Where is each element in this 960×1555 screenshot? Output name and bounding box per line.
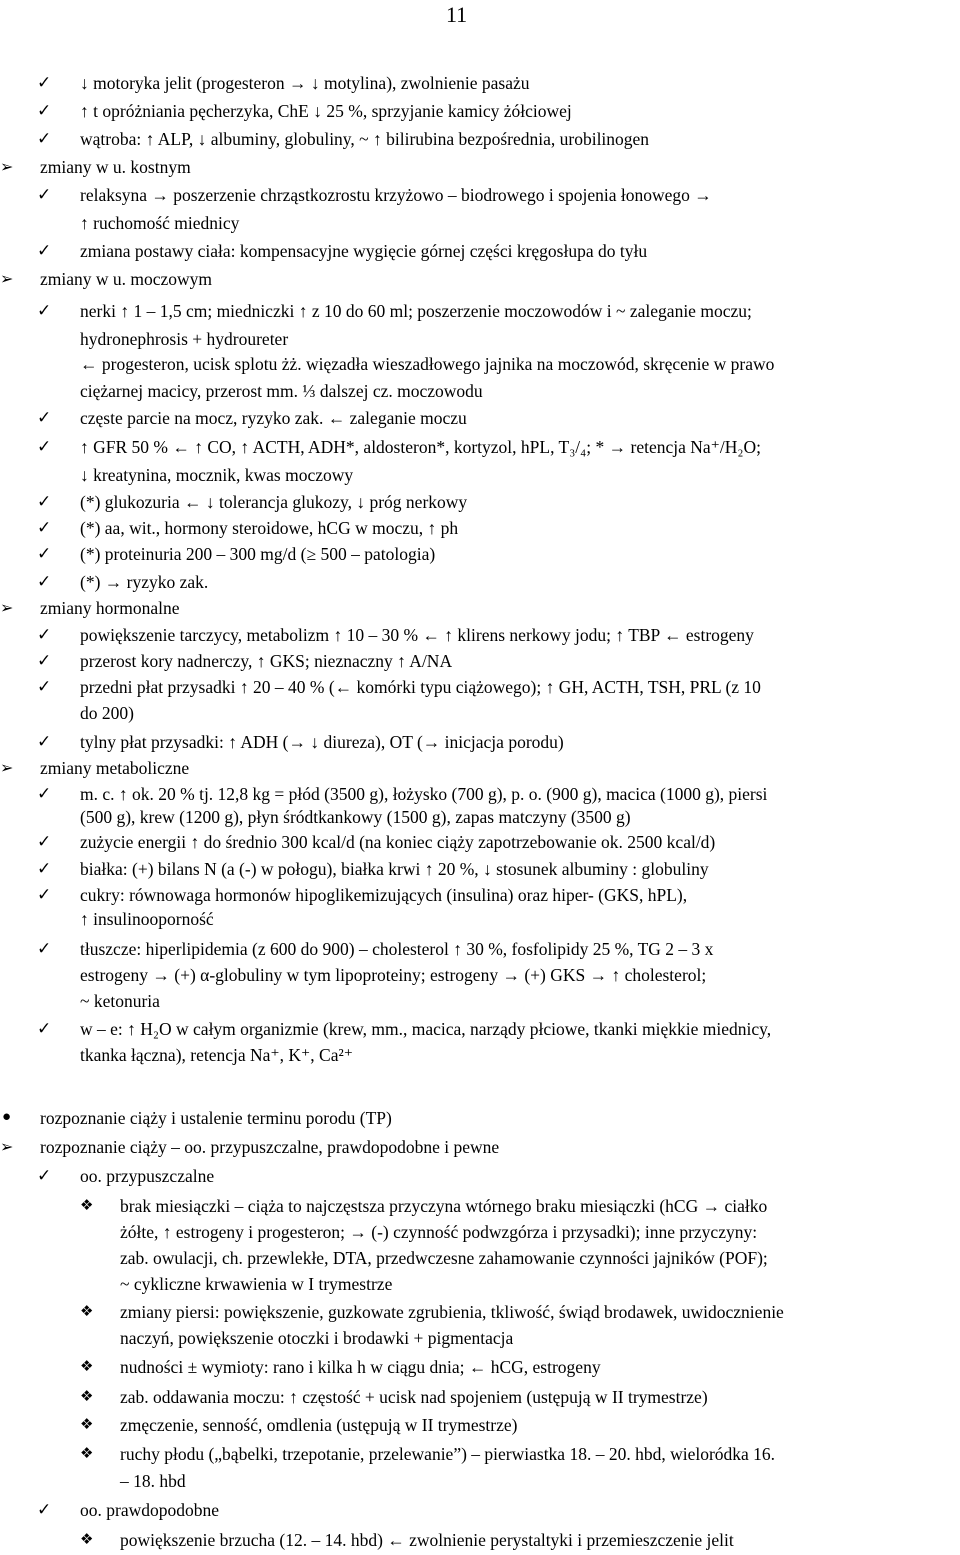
checkmark-bullet-icon: ✓ [37, 885, 52, 905]
checkmark-bullet-icon: ✓ [37, 544, 52, 564]
line-text: ↑ t opróżniania pęcherzyka, ChE ↓ 25 %, sprzyjanie kamicy żółciowej [80, 101, 572, 121]
diamond-bullet-icon: ❖ [80, 1444, 91, 1462]
line-text: relaksyna → poszerzenie chrząstkozrostu krzyżowo – biodrowego i spojenia łonowego → [80, 185, 712, 205]
line-text: zmiany hormonalne [40, 598, 180, 618]
diamond-bullet-icon: ❖ [80, 1302, 91, 1320]
line-text: ciężarnej macicy, przerost mm. ⅓ dalszej cz. moczowodu [80, 381, 483, 401]
line-text: – 18. hbd [120, 1471, 186, 1491]
checkmark-bullet-icon: ✓ [37, 1166, 52, 1186]
checkmark-bullet-icon: ✓ [37, 185, 52, 205]
checkmark-bullet-icon: ✓ [37, 625, 52, 645]
checkmark-bullet-icon: ✓ [37, 732, 52, 752]
checkmark-bullet-icon: ✓ [37, 492, 52, 512]
page-number: 11 [446, 2, 468, 27]
line-text: białka: (+) bilans N (a (-) w połogu), białka krwi ↑ 20 %, ↓ stosunek albuminy : globuliny [80, 859, 709, 879]
line-text: hydronephrosis + hydroureter [80, 329, 289, 349]
line-text: ↑ ruchomość miednicy [80, 213, 240, 233]
checkmark-bullet-icon: ✓ [37, 73, 52, 93]
arrowhead-bullet-icon: ➢ [0, 269, 14, 288]
line-text: zmiany metaboliczne [40, 758, 190, 778]
diamond-bullet-icon: ❖ [80, 1196, 91, 1214]
line-text: oo. przypuszczalne [80, 1166, 215, 1186]
checkmark-bullet-icon: ✓ [37, 1500, 52, 1520]
line-text: żółte, ↑ estrogeny i progesteron; → (-) czynność podwzgórza i przysadki); inne przyczyny: [120, 1222, 758, 1242]
line-text: w – e: ↑ H₂O w całym organizmie (krew, mm., macica, narządy płciowe, tkanki miękkie miednicy, [80, 1019, 772, 1039]
line-text: rozpoznanie ciąży i ustalenie terminu porodu (TP) [40, 1108, 392, 1128]
diamond-bullet-icon: ❖ [80, 1415, 91, 1433]
diamond-bullet-icon: ❖ [80, 1530, 91, 1548]
line-text: powiększenie brzucha (12. – 14. hbd) ← zwolnienie perystaltyki i przemieszczenie jelit [120, 1530, 734, 1550]
line-text: ~ cykliczne krwawienia w I trymestrze [120, 1274, 393, 1294]
line-text: rozpoznanie ciąży – oo. przypuszczalne, prawdopodobne i pewne [40, 1137, 500, 1157]
line-text: wątroba: ↑ ALP, ↓ albuminy, globuliny, ~ ↑ bilirubina bezpośrednia, urobilinogen [80, 129, 650, 149]
line-text: oo. prawdopodobne [80, 1500, 220, 1520]
line-text: tkanka łączna), retencja Na⁺, K⁺, Ca²⁺ [80, 1045, 353, 1065]
arrowhead-bullet-icon: ➢ [0, 758, 14, 777]
line-text: ↑ insulinooporność [80, 909, 214, 929]
line-text: zmiana postawy ciała: kompensacyjne wygięcie górnej części kręgosłupa do tyłu [80, 241, 648, 261]
line-text: do 200) [80, 703, 134, 723]
arrowhead-bullet-icon: ➢ [0, 598, 14, 617]
checkmark-bullet-icon: ✓ [37, 241, 52, 261]
line-text: zab. oddawania moczu: ↑ częstość + ucisk nad spojeniem (ustępują w II trymestrze) [120, 1387, 708, 1407]
line-text: (*) → ryzyko zak. [80, 572, 209, 592]
line-text: nudności ± wymioty: rano i kilka h w ciągu dnia; ← hCG, estrogeny [120, 1357, 601, 1377]
line-text: cukry: równowaga hormonów hipoglikemizujących (insulina) oraz hiper- (GKS, hPL), [80, 885, 688, 905]
checkmark-bullet-icon: ✓ [37, 1019, 52, 1039]
arrowhead-bullet-icon: ➢ [0, 157, 14, 176]
line-text: ruchy płodu („bąbelki, trzepotanie, przelewanie”) – pierwiastka 18. – 20. hbd, wieloródka 16. [120, 1444, 776, 1464]
line-text: przerost kory nadnerczy, ↑ GKS; nieznaczny ↑ A/NA [80, 651, 453, 671]
line-text: (*) aa, wit., hormony steroidowe, hCG w moczu, ↑ ph [80, 518, 459, 538]
checkmark-bullet-icon: ✓ [37, 651, 52, 671]
line-text: zmiany piersi: powiększenie, guzkowate zgrubienia, tkliwość, świąd brodawek, uwidocznienie [120, 1302, 784, 1322]
line-text: zmęczenie, senność, omdlenia (ustępują w II trymestrze) [120, 1415, 518, 1435]
diamond-bullet-icon: ❖ [80, 1357, 91, 1375]
line-text: zmiany w u. kostnym [40, 157, 191, 177]
dot-bullet-icon: ● [2, 1109, 12, 1125]
checkmark-bullet-icon: ✓ [37, 129, 52, 149]
line-text: brak miesiączki – ciąża to najczęstsza przyczyna wtórnego braku miesiączki (hCG → ciałko [120, 1196, 768, 1216]
checkmark-bullet-icon: ✓ [37, 518, 52, 538]
checkmark-bullet-icon: ✓ [37, 677, 52, 697]
checkmark-bullet-icon: ✓ [37, 939, 52, 959]
line-text: estrogeny → (+) α-globuliny w tym lipoproteiny; estrogeny → (+) GKS → ↑ cholesterol; [80, 965, 707, 985]
line-text: naczyń, powiększenie otoczki i brodawki + pigmentacja [120, 1328, 514, 1348]
line-text: m. c. ↑ ok. 20 % tj. 12,8 kg = płód (3500 g), łożysko (700 g), p. o. (900 g), macica (1000 g), piersi [80, 784, 768, 804]
line-text: zmiany w u. moczowym [40, 269, 213, 289]
line-text: częste parcie na mocz, ryzyko zak. ← zaleganie moczu [80, 408, 467, 428]
line-text: (500 g), krew (1200 g), płyn śródtkankowy (1500 g), zapas matczyny (3500 g) [80, 807, 631, 827]
checkmark-bullet-icon: ✓ [37, 832, 52, 852]
line-text: ↑ GFR 50 % ← ↑ CO, ↑ ACTH, ADH*, aldosteron*, kortyzol, hPL, T₃/₄; * → retencja Na⁺/H₂O; [80, 437, 761, 457]
line-text: powiększenie tarczycy, metabolizm ↑ 10 – 30 % ← ↑ klirens nerkowy jodu; ↑ TBP ← estrogeny [80, 625, 754, 645]
line-text: zużycie energii ↑ do średnio 300 kcal/d (na koniec ciąży zapotrzebowanie ok. 2500 kcal/d) [80, 832, 716, 852]
line-text: tłuszcze: hiperlipidemia (z 600 do 900) – cholesterol ↑ 30 %, fosfolipidy 25 %, TG 2 – 3 x [80, 939, 714, 959]
checkmark-bullet-icon: ✓ [37, 859, 52, 879]
line-text: tylny płat przysadki: ↑ ADH (→ ↓ diureza), OT (→ inicjacja porodu) [80, 732, 564, 752]
line-text: ← progesteron, ucisk splotu żż. więzadła wieszadłowego jajnika na moczowód, skręcenie w prawo [80, 354, 775, 374]
checkmark-bullet-icon: ✓ [37, 784, 52, 804]
line-text: ~ ketonuria [80, 991, 160, 1011]
arrowhead-bullet-icon: ➢ [0, 1137, 14, 1156]
line-text: przedni płat przysadki ↑ 20 – 40 % (← komórki typu ciążowego); ↑ GH, ACTH, TSH, PRL (z 10 [80, 677, 761, 697]
diamond-bullet-icon: ❖ [80, 1387, 91, 1405]
line-text: (*) proteinuria 200 – 300 mg/d (≥ 500 – patologia) [80, 544, 436, 564]
checkmark-bullet-icon: ✓ [37, 437, 52, 457]
line-text: (*) glukozuria ← ↓ tolerancja glukozy, ↓ próg nerkowy [80, 492, 468, 512]
line-text: ↓ kreatynina, mocznik, kwas moczowy [80, 465, 354, 485]
line-text: zab. owulacji, ch. przewlekłe, DTA, przedwczesne zahamowanie czynności jajników (POF); [120, 1248, 768, 1268]
checkmark-bullet-icon: ✓ [37, 301, 52, 321]
checkmark-bullet-icon: ✓ [37, 572, 52, 592]
line-text: ↓ motoryka jelit (progesteron → ↓ motylina), zwolnienie pasażu [80, 73, 530, 93]
checkmark-bullet-icon: ✓ [37, 408, 52, 428]
line-text: nerki ↑ 1 – 1,5 cm; miedniczki ↑ z 10 do 60 ml; poszerzenie moczowodów i ~ zaleganie moczu; [80, 301, 752, 321]
checkmark-bullet-icon: ✓ [37, 101, 52, 121]
